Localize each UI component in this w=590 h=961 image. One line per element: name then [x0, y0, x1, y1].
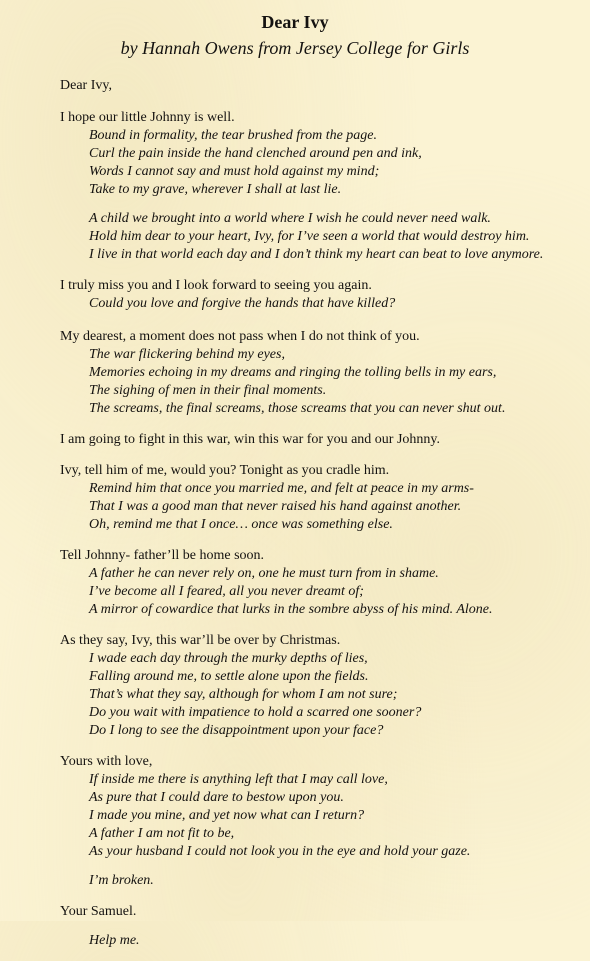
verse-line: The sighing of men in their final moments. [89, 383, 327, 398]
verse-line: I’ve become all I feared, all you never dreamt of; [89, 584, 364, 599]
stanza-gap [60, 199, 580, 210]
verse-line: Bound in formality, the tear brushed from the page. [89, 128, 378, 143]
verse-line: A child we brought into a world where I wish he could never need walk. [89, 211, 491, 226]
verse-line: Hold him dear to your heart, Ivy, for I’ve seen a world that would destroy him. [89, 229, 530, 244]
stanza-7 [60, 632, 580, 740]
verse-line: Memories echoing in my dreams and ringing the tolling bells in my ears, [89, 365, 497, 380]
stanza-opening-line: Tell Johnny- father’ll be home soon. [60, 548, 265, 563]
stanza-opening-line: Yours with love, [60, 754, 153, 769]
verse-line: Curl the pain inside the hand clenched around pen and ink, [89, 146, 422, 161]
closing-line: Help me. [89, 933, 140, 948]
stanza-gap [60, 861, 580, 872]
poem-body [60, 77, 580, 961]
verse-line: Could you love and forgive the hands that have killed? [89, 296, 396, 311]
verse-line: That I was a good man that never raised his hand against another. [89, 499, 462, 514]
stanza-opening-line: As they say, Ivy, this war’ll be over by Christmas. [60, 633, 341, 648]
verse-line: If inside me there is anything left that I may call love, [89, 772, 388, 787]
verse-line: I wade each day through the murky depths of lies, [89, 651, 368, 666]
stanza-2 [60, 277, 580, 313]
verse-line: I live in that world each day and I don’t think my heart can beat to love anymore. [89, 247, 544, 262]
stanza-opening-line: Ivy, tell him of me, would you? Tonight as you cradle him. [60, 463, 390, 478]
verse-line: A mirror of cowardice that lurks in the sombre abyss of his mind. Alone. [89, 602, 493, 617]
poem-title: Dear Ivy [261, 12, 329, 32]
verse-line: The war flickering behind my eyes, [89, 347, 285, 362]
stanza-8 [60, 753, 580, 890]
greeting-stanza [60, 77, 580, 95]
greeting: Dear Ivy, [60, 78, 112, 93]
stanza-opening-line: I truly miss you and I look forward to seeing you again. [60, 278, 372, 293]
verse-line: That’s what they say, although for whom I am not sure; [89, 687, 398, 702]
signature-line: Your Samuel. [60, 904, 137, 919]
stanza-3 [60, 328, 580, 418]
verse-line: The screams, the final screams, those screams that you can never shut out. [89, 401, 506, 416]
verse-line: A father I am not fit to be, [89, 826, 235, 841]
stanza-6 [60, 547, 580, 619]
verse-line: A father he can never rely on, one he must turn from in shame. [89, 566, 439, 581]
verse-line: I made you mine, and yet now what can I return? [89, 808, 365, 823]
stanza-opening-line: I hope our little Johnny is well. [60, 110, 235, 125]
verse-line: Words I cannot say and must hold against my mind; [89, 164, 380, 179]
stanza-1 [60, 109, 580, 264]
verse-line: Do you wait with impatience to hold a scarred one sooner? [89, 705, 422, 720]
stanza-gap [60, 921, 580, 932]
stanza-opening-line: My dearest, a moment does not pass when I do not think of you. [60, 329, 420, 344]
verse-line: Do I long to see the disappointment upon your face? [89, 723, 384, 738]
verse-line: Take to my grave, wherever I shall at last lie. [89, 182, 342, 197]
stanza-5 [60, 462, 580, 534]
stanza-9 [60, 903, 580, 950]
verse-line: As pure that I could dare to bestow upon you. [89, 790, 344, 805]
stanza-4 [60, 431, 580, 449]
verse-line: Oh, remind me that I once… once was something else. [89, 517, 393, 532]
poem-byline: by Hannah Owens from Jersey College for Girls [120, 38, 470, 58]
verse-line: As your husband I could not look you in the eye and hold your gaze. [89, 844, 471, 859]
verse-line: Remind him that once you married me, and felt at peace in my arms- [89, 481, 474, 496]
verse-line: I’m broken. [89, 873, 154, 888]
verse-line: Falling around me, to settle alone upon the fields. [89, 669, 369, 684]
stanza-opening-line: I am going to fight in this war, win this war for you and our Johnny. [60, 432, 440, 447]
